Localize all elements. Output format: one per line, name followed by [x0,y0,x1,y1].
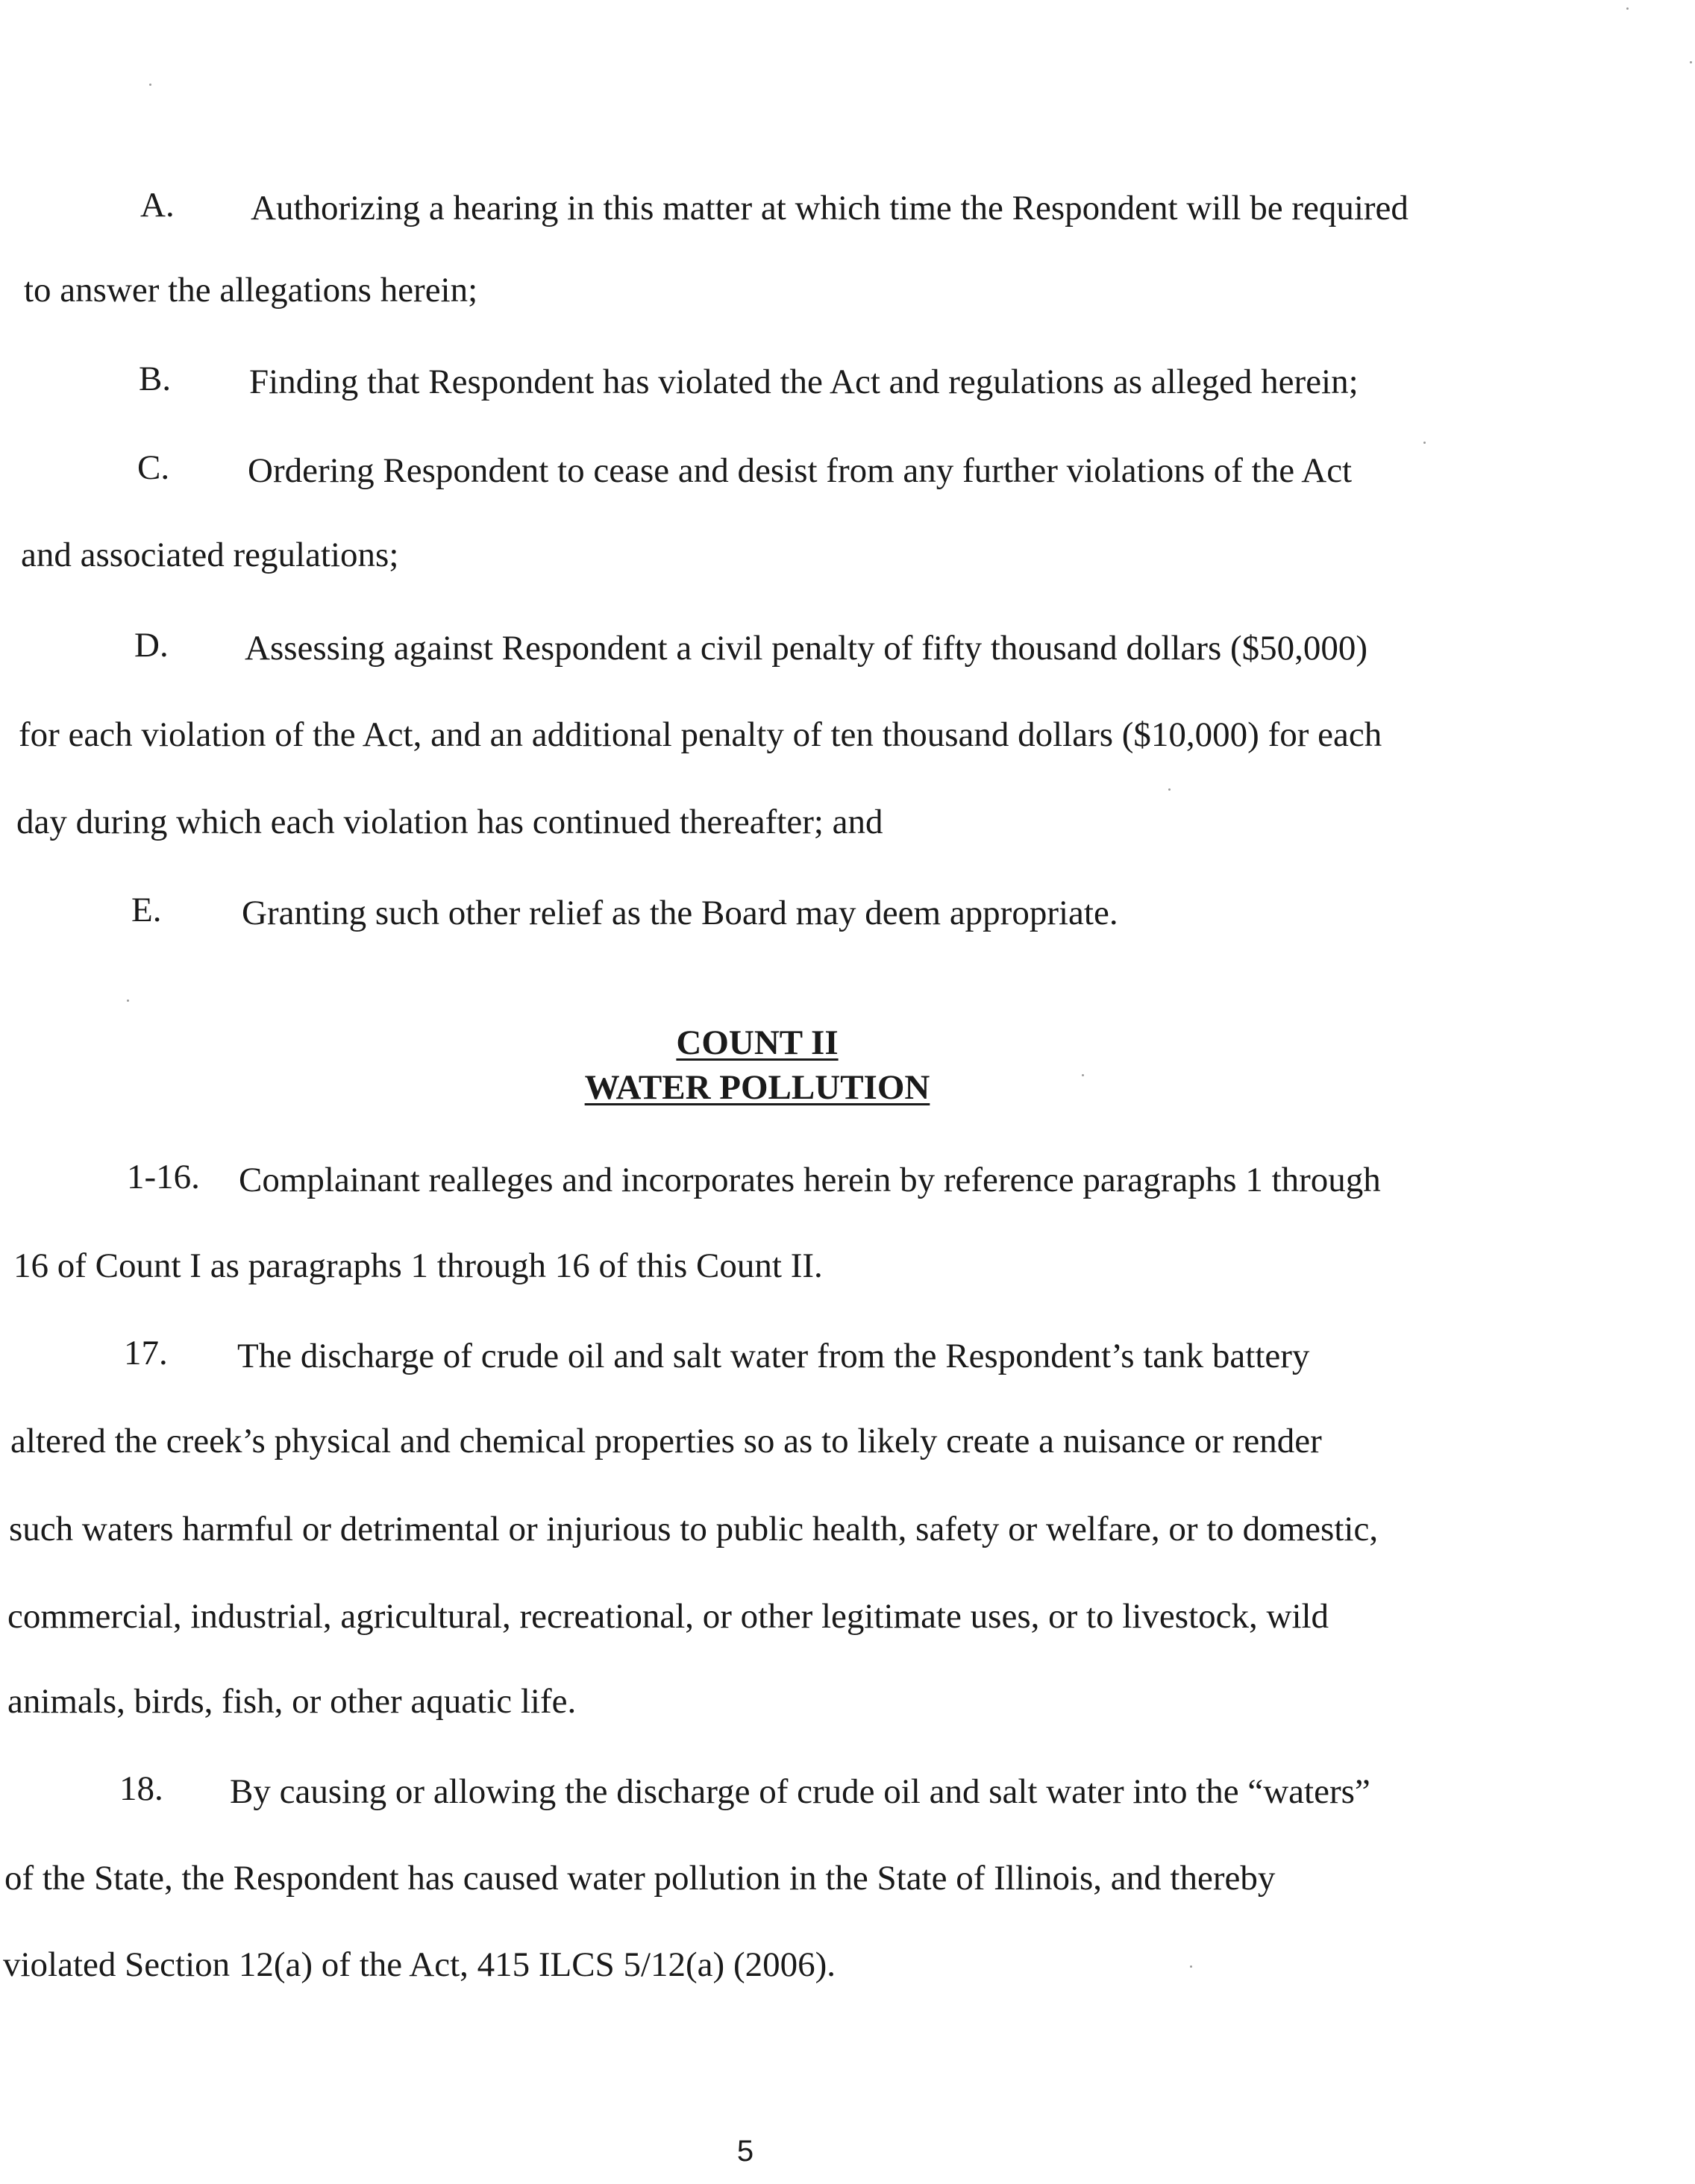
item-text-line: Authorizing a hearing in this matter at which time the Respondent will be required [251,189,1409,228]
item-text-line: Assessing against Respondent a civil penalty of fifty thousand dollars ($50,000) [245,629,1368,668]
scan-speck [1190,1965,1192,1968]
paragraph-text-line: commercial, industrial, agricultural, recreational, or other legitimate uses, or to livestock, wild [7,1597,1329,1636]
paragraph-label: 17. [124,1334,168,1372]
page-number: 5 [736,2135,754,2168]
scan-speck [149,84,151,86]
item-text-line: Finding that Respondent has violated the Act and regulations as alleged herein; [249,363,1359,401]
paragraph-text-line: By causing or allowing the discharge of crude oil and salt water into the “waters” [230,1772,1370,1811]
paragraph-text-line: animals, birds, fish, or other aquatic life. [7,1682,577,1721]
count-heading-title: COUNT II [676,1023,839,1062]
item-text-line: for each violation of the Act, and an additional penalty of ten thousand dollars ($10,000) for each [19,715,1382,754]
scan-speck [127,1000,129,1002]
item-text-line: Granting such other relief as the Board may deem appropriate. [242,894,1118,932]
count-heading-subtitle: WATER POLLUTION [584,1068,930,1107]
paragraph-text-line: of the State, the Respondent has caused water pollution in the State of Illinois, and thereby [4,1859,1276,1898]
paragraph-text-line: altered the creek’s physical and chemical properties so as to likely create a nuisance or render [10,1422,1322,1460]
paragraph-label: 1-16. [127,1158,200,1196]
paragraph-text-line: The discharge of crude oil and salt water from the Respondent’s tank battery [237,1337,1310,1375]
scan-speck [1690,61,1692,63]
scan-speck [1168,788,1171,791]
paragraph-text-line: Complainant realleges and incorporates herein by reference paragraphs 1 through [239,1161,1381,1199]
scan-speck [1423,442,1426,444]
item-label: A. [140,186,175,225]
item-label: B. [139,360,172,398]
item-text-line: to answer the allegations herein; [24,271,478,310]
item-label: E. [131,891,162,929]
item-label: C. [137,448,170,487]
item-label: D. [134,626,169,665]
item-text-line: day during which each violation has continued thereafter; and [16,803,883,841]
paragraph-text-line: such waters harmful or detrimental or injurious to public health, safety or welfare, or to domestic, [9,1510,1379,1548]
scan-speck [1626,7,1629,10]
item-text-line: Ordering Respondent to cease and desist from any further violations of the Act [248,451,1353,490]
paragraph-label: 18. [119,1769,163,1808]
item-text-line: and associated regulations; [21,536,399,574]
paragraph-text-line: 16 of Count I as paragraphs 1 through 16 of this Count II. [13,1246,823,1285]
paragraph-text-line: violated Section 12(a) of the Act, 415 ILCS 5/12(a) (2006). [3,1945,836,1984]
